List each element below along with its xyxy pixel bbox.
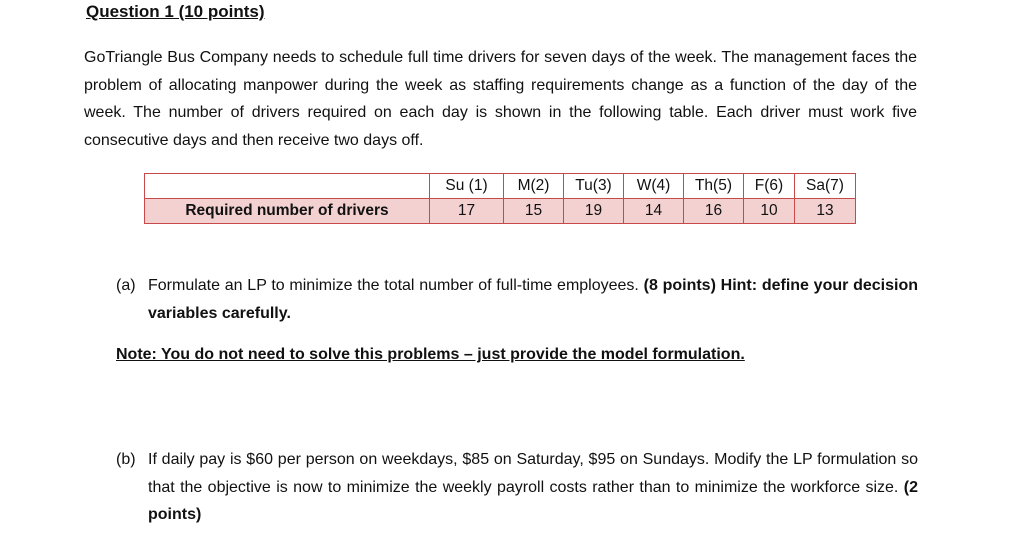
table-header-cell: W(4): [624, 174, 684, 199]
question-heading: Question 1 (10 points): [86, 2, 265, 21]
table-cell: 10: [744, 199, 795, 224]
part-a: [116, 272, 918, 328]
table-cell: 13: [795, 199, 856, 224]
table-header-cell: Th(5): [684, 174, 744, 199]
table-cell: 17: [430, 199, 504, 224]
table-row-label: Required number of drivers: [145, 199, 430, 224]
intro-paragraph: GoTriangle Bus Company needs to schedule full time drivers for seven days of the week. The management faces the problem of allocating manpower during the week as staffing requirements change as a function of the day of the week. The number of drivers required on each day is shown in the following table. Each driver must work five consecutive days and then receive two days off.: [84, 49, 917, 149]
table-header-cell: F(6): [744, 174, 795, 199]
part-b-points: (2 points): [148, 478, 919, 523]
note-text: Note: You do not need to solve this problems – just provide the model formulation.: [116, 346, 745, 363]
table-cell: 16: [684, 199, 744, 224]
table-cell: 15: [504, 199, 564, 224]
table-header-row: [145, 174, 856, 199]
driver-requirements-table: [144, 173, 856, 224]
table-header-cell: M(2): [504, 174, 564, 199]
part-a-text: Formulate an LP to minimize the total number of full-time employees.: [148, 277, 639, 294]
table-header-cell: Sa(7): [795, 174, 856, 199]
part-b: [116, 446, 918, 531]
part-a-points-hint: (8 points) Hint: define your decision variables carefully.: [148, 277, 918, 322]
table-corner-cell: [145, 174, 430, 199]
part-b-body: [148, 446, 918, 529]
table-header-cell: Su (1): [430, 174, 504, 199]
part-a-body: [148, 272, 918, 327]
table-row: [145, 199, 856, 224]
table-cell: 14: [624, 199, 684, 224]
part-b-marker: (b): [116, 451, 136, 468]
part-b-text: If daily pay is $60 per person on weekdays, $85 on Saturday, $95 on Sundays. Modify the LP formulation so that the objective is now to minimize the weekly payroll costs rather than to minimize the workforce size.: [148, 451, 918, 496]
table-cell: 19: [564, 199, 624, 224]
part-a-marker: (a): [116, 277, 136, 294]
table-header-cell: Tu(3): [564, 174, 624, 199]
